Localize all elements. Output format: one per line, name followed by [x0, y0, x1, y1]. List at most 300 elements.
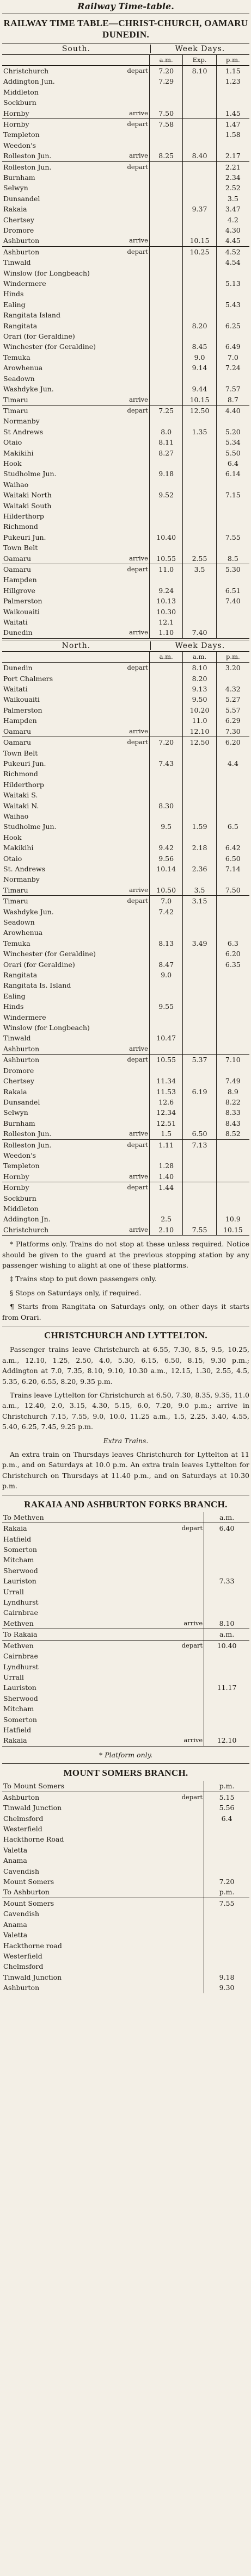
- time-cell: 8.0: [150, 427, 183, 437]
- timetable-row: [2, 437, 249, 447]
- north-rows: [2, 663, 249, 1236]
- time-cell: [204, 1941, 249, 1951]
- time-cell: [183, 1118, 216, 1128]
- timetable-row: [2, 896, 249, 907]
- time-cell: [150, 278, 183, 289]
- time-cell: [150, 300, 183, 310]
- time-cell: 7.24: [225, 364, 241, 372]
- station-name: Rolleston Jun.: [3, 1140, 52, 1149]
- time-cell: 2.34: [225, 173, 241, 182]
- timetable-row: [2, 542, 249, 553]
- mount-somers-down-rows: [2, 1898, 249, 1993]
- time-cell: 6.25: [225, 321, 241, 330]
- timetable-row: [2, 331, 249, 341]
- station-name: Port Chalmers: [3, 674, 53, 683]
- timetable-row: [2, 469, 249, 479]
- timetable-row: [2, 427, 249, 437]
- timetable-row: [2, 1128, 249, 1139]
- time-cell: [150, 779, 183, 790]
- timetable-row: [2, 832, 249, 843]
- timetable-row: [2, 715, 249, 726]
- time-cell: 6.50: [225, 854, 241, 863]
- time-cell: 6.4: [221, 1814, 232, 1823]
- time-cell: [183, 779, 216, 790]
- timetable-row: [2, 1544, 249, 1555]
- station-name: Sherwood: [3, 1694, 38, 1702]
- time-cell: 6.35: [225, 960, 241, 969]
- station-name: Rakaia: [3, 1736, 27, 1745]
- time-cell: [183, 1001, 216, 1012]
- station-name: Rangitata Island: [3, 311, 60, 320]
- station-name: Palmerston: [3, 597, 42, 606]
- direction-label: depart: [127, 247, 148, 255]
- time-cell: 8.52: [216, 1128, 249, 1139]
- time-cell: 4.32: [225, 685, 241, 694]
- direction-label: depart: [181, 1641, 203, 1649]
- station-name: Dunsandel: [3, 1097, 40, 1106]
- time-cell: [183, 1065, 216, 1076]
- time-cell: 5.34: [225, 438, 241, 447]
- time-cell: 1.59: [183, 821, 216, 832]
- time-cell: [183, 257, 216, 267]
- time-cell: 5.20: [225, 427, 241, 436]
- time-cell: 5.37: [183, 1055, 216, 1065]
- time-cell: [204, 1725, 249, 1735]
- timetable-row: [2, 1107, 249, 1118]
- direction-label: arrive: [129, 1225, 148, 1233]
- time-cell: [216, 87, 249, 97]
- time-cell: 7.50: [150, 108, 183, 119]
- extra-trains-title: Extra Trains.: [103, 1436, 149, 1445]
- time-cell: 7.49: [225, 1077, 241, 1086]
- am-label: a.m.: [150, 652, 183, 663]
- time-cell: [150, 215, 183, 225]
- station-name: Pukeuri Jun.: [3, 759, 46, 768]
- timetable-row: [2, 151, 249, 161]
- station-name: Urrall: [3, 1587, 24, 1596]
- station-name: Lyndhurst: [3, 1598, 39, 1607]
- timetable-row: [2, 1118, 249, 1128]
- timetable-row: [2, 607, 249, 617]
- time-cell: 4.52: [225, 247, 241, 256]
- time-cell: [216, 331, 249, 341]
- divider: [2, 1763, 249, 1764]
- time-cell: [183, 161, 216, 172]
- platform-note: * Platform only.: [99, 1750, 152, 1759]
- time-cell: [150, 194, 183, 204]
- direction-label: depart: [127, 406, 148, 414]
- timetable-row: [2, 1171, 249, 1182]
- time-cell: [204, 1607, 249, 1618]
- station-name: Town Belt: [3, 544, 38, 552]
- station-name: Hilderthorp: [3, 512, 44, 520]
- station-name: Mitcham: [3, 1705, 34, 1713]
- timetable-row: [2, 1725, 249, 1735]
- timetable-row: [2, 321, 249, 331]
- timetable-row: [2, 1714, 249, 1725]
- timetable-row: [2, 310, 249, 320]
- time-cell: 7.29: [150, 76, 183, 86]
- time-cell: [204, 1845, 249, 1855]
- timetable-row: [2, 627, 249, 638]
- time-cell: [216, 769, 249, 779]
- station-name: Rolleston Jun.: [3, 1130, 52, 1138]
- timetable-row: [2, 1834, 249, 1844]
- time-cell: [150, 1065, 183, 1076]
- time-cell: 12.6: [150, 1097, 183, 1107]
- station-name: Arowhenua: [3, 364, 43, 372]
- time-cell: [216, 1033, 249, 1043]
- time-cell: [150, 458, 183, 469]
- time-cell: [183, 437, 216, 447]
- time-cell: 1.58: [225, 130, 241, 139]
- time-cell: 8.43: [225, 1119, 241, 1127]
- time-cell: 10.40: [150, 532, 183, 542]
- time-cell: [150, 363, 183, 373]
- timetable-row: [2, 289, 249, 299]
- time-cell: [204, 1534, 249, 1544]
- time-cell: [150, 663, 183, 673]
- station-name: Weedon's: [3, 1151, 36, 1159]
- timetable-row: [2, 341, 249, 352]
- station-name: Hilderthorp: [3, 780, 44, 789]
- time-cell: [216, 1012, 249, 1022]
- time-cell: 1.44: [150, 1182, 183, 1193]
- timetable-row: [2, 363, 249, 373]
- station-name: Winslow (for Longbeach): [3, 269, 90, 277]
- time-cell: 3.5: [183, 885, 216, 896]
- station-name: Somerton: [3, 1715, 37, 1724]
- time-cell: 8.13: [150, 938, 183, 949]
- direction-label: arrive: [129, 554, 148, 562]
- timetable-row: [2, 1930, 249, 1940]
- timetable-row: [2, 448, 249, 458]
- time-cell: [183, 607, 216, 617]
- time-cell: [183, 1214, 216, 1224]
- time-cell: [150, 694, 183, 704]
- time-cell: [183, 469, 216, 479]
- time-cell: 2.52: [225, 184, 241, 192]
- station-name: Washdyke Jun.: [3, 385, 54, 394]
- time-cell: [183, 917, 216, 927]
- timetable-row: [2, 991, 249, 1001]
- station-name: Hinds: [3, 1002, 24, 1011]
- time-cell: [216, 832, 249, 843]
- time-cell: [216, 673, 249, 684]
- station-name: Dunsandel: [3, 194, 40, 203]
- time-cell: 10.40: [217, 1641, 237, 1650]
- direction-label: depart: [127, 163, 148, 171]
- timetable-row: [2, 1033, 249, 1043]
- rakaia-down-rows: [2, 1640, 249, 1746]
- time-cell: 6.4: [227, 459, 238, 467]
- station-name: Chertsey: [3, 1077, 34, 1086]
- station-name: Seadown: [3, 374, 35, 383]
- time-cell: 7.0: [150, 896, 183, 907]
- time-cell: [150, 352, 183, 363]
- time-cell: [216, 970, 249, 980]
- direction-label: arrive: [183, 1619, 203, 1627]
- time-cell: [183, 300, 216, 310]
- station-name: Town Belt: [3, 749, 38, 757]
- timetable-row: [2, 204, 249, 214]
- time-cell: [216, 97, 249, 108]
- time-cell: 12.34: [150, 1107, 183, 1118]
- station-name: Sockburn: [3, 1194, 36, 1202]
- time-cell: [216, 617, 249, 627]
- station-name: Ashburton: [3, 1984, 40, 1992]
- time-cell: [183, 959, 216, 970]
- timetable-row: [2, 758, 249, 769]
- time-cell: 7.55: [225, 533, 241, 541]
- time-cell: [183, 183, 216, 193]
- time-cell: 6.19: [183, 1087, 216, 1097]
- time-cell: [183, 331, 216, 341]
- time-cell: [150, 235, 183, 246]
- time-cell: 9.44: [183, 384, 216, 394]
- station-name: Timaru: [3, 885, 28, 894]
- timetable-row: [2, 1534, 249, 1544]
- to-rakaia-header: To Rakaia a.m.: [2, 1629, 249, 1640]
- time-cell: 2.36: [183, 864, 216, 874]
- station-name: Ashburton: [3, 1044, 40, 1053]
- station-name: Hampden: [3, 576, 37, 584]
- time-cell: 8.20: [183, 673, 216, 684]
- time-cell: [183, 542, 216, 553]
- station-name: Hornby: [3, 1183, 29, 1192]
- time-cell: [204, 1597, 249, 1607]
- time-cell: [150, 1203, 183, 1214]
- time-cell: 9.52: [150, 490, 183, 500]
- station-name: Waikouaiti: [3, 695, 40, 704]
- time-cell: [183, 617, 216, 627]
- time-cell: 12.10: [183, 726, 216, 737]
- direction-label: arrive: [129, 1044, 148, 1052]
- station-name: Addington Jn.: [3, 1215, 51, 1224]
- time-cell: [183, 76, 216, 86]
- time-cell: [183, 278, 216, 289]
- timetable-row: [2, 811, 249, 821]
- time-cell: 8.20: [183, 321, 216, 331]
- time-cell: 9.0: [183, 352, 216, 363]
- time-cell: 10.14: [150, 864, 183, 874]
- time-cell: 4.54: [225, 258, 241, 267]
- time-cell: 11.17: [217, 1683, 237, 1692]
- timetable-row: [2, 885, 249, 896]
- timetable-row: [2, 1012, 249, 1022]
- direction-label: depart: [127, 738, 148, 746]
- lyttelton-para-3: An extra train on Thursdays leaves Christchurch for Lyttelton at 11 p.m., and on Saturdays at 10.0 p.m. An extra train leaves Lyttelton for Christchurch on Thursdays at 11.40 p.m., and on Saturdays at 10.30 p.m.: [2, 1450, 249, 1490]
- time-cell: [150, 1150, 183, 1161]
- direction-label: arrive: [129, 628, 148, 637]
- station-name: Rolleston Jun.: [3, 163, 52, 171]
- timetable-row: [2, 405, 249, 416]
- station-name: Ealing: [3, 300, 26, 309]
- mount-somers-title: MOUNT SOMERS BRANCH.: [63, 1768, 188, 1779]
- time-cell: [204, 1855, 249, 1866]
- station-name: Makikihi: [3, 448, 34, 457]
- timetable-row: [2, 490, 249, 500]
- time-cell: [150, 542, 183, 553]
- time-cell: [183, 832, 216, 843]
- time-cell: [216, 801, 249, 811]
- timetable-row: [2, 1941, 249, 1951]
- station-name: Chelmsford: [3, 1814, 44, 1823]
- direction-label: arrive: [129, 109, 148, 117]
- time-cell: 6.3: [227, 939, 238, 947]
- timetable-row: [2, 300, 249, 310]
- timetable-row: [2, 246, 249, 257]
- time-cell: 8.10: [183, 663, 216, 673]
- timetable-row: [2, 1898, 249, 1908]
- timetable-row: [2, 1193, 249, 1203]
- time-cell: 8.30: [150, 801, 183, 811]
- time-cell: 3.47: [225, 205, 241, 214]
- station-name: Lyndhurst: [3, 1662, 39, 1671]
- time-cell: 11.34: [150, 1076, 183, 1086]
- time-cell: [150, 748, 183, 758]
- timetable-row: [2, 161, 249, 172]
- station-name: Selwyn: [3, 1108, 28, 1117]
- timetable-row: [2, 416, 249, 426]
- time-cell: [150, 501, 183, 511]
- time-cell: [216, 1193, 249, 1203]
- station-name: Studholme Jun.: [3, 470, 57, 478]
- station-name: Hatfield: [3, 1725, 32, 1734]
- time-cell: [150, 705, 183, 715]
- timetable-row: [2, 1576, 249, 1586]
- time-cell: [150, 395, 183, 406]
- time-cell: [150, 204, 183, 214]
- time-cell: [216, 511, 249, 521]
- station-name: Normanby: [3, 875, 40, 884]
- time-cell: [150, 129, 183, 140]
- time-cell: 5.15: [219, 1793, 235, 1801]
- timetable-row: [2, 705, 249, 715]
- time-cell: 2.10: [150, 1225, 183, 1236]
- station-name: Oamaru: [3, 738, 32, 747]
- direction-label: depart: [127, 565, 148, 573]
- time-cell: 9.50: [183, 694, 216, 704]
- time-cell: 6.50: [183, 1128, 216, 1139]
- timetable-row: [2, 1972, 249, 1982]
- time-cell: 3.15: [183, 896, 216, 907]
- timetable-row: [2, 1982, 249, 1993]
- station-name: St Andrews: [3, 427, 44, 436]
- rakaia-up-rows: [2, 1523, 249, 1629]
- time-cell: 8.25: [150, 151, 183, 161]
- station-name: Dunedin: [3, 664, 33, 672]
- direction-label: depart: [127, 120, 148, 128]
- time-cell: [204, 1919, 249, 1930]
- timetable-row: [2, 384, 249, 394]
- station-name: Sockburn: [3, 98, 36, 107]
- time-cell: 1.11: [150, 1139, 183, 1150]
- station-name: Westerfield: [3, 1951, 42, 1960]
- direction-label: depart: [181, 1524, 203, 1532]
- timetable-row: [2, 1001, 249, 1012]
- time-cell: [216, 373, 249, 384]
- station-name: Richmond: [3, 522, 38, 531]
- time-cell: [183, 801, 216, 811]
- station-name: Waitati: [3, 685, 28, 694]
- time-cell: [150, 684, 183, 694]
- time-cell: 1.5: [150, 1128, 183, 1139]
- time-cell: [183, 1022, 216, 1033]
- time-cell: 9.30: [219, 1984, 235, 1992]
- station-name: Temuka: [3, 939, 30, 947]
- timetable-row: [2, 97, 249, 108]
- time-cell: [183, 215, 216, 225]
- south-heading: South.: [2, 45, 151, 53]
- time-cell: 9.14: [183, 363, 216, 373]
- time-cell: [216, 980, 249, 990]
- time-cell: [150, 1044, 183, 1055]
- time-cell: 6.40: [219, 1524, 235, 1533]
- timetable-row: [2, 1845, 249, 1855]
- time-cell: 9.37: [183, 204, 216, 214]
- station-name: Waitaki S.: [3, 791, 38, 800]
- time-cell: [183, 416, 216, 426]
- station-name: Windermere: [3, 1013, 46, 1021]
- station-name: Rolleston Jun.: [3, 152, 52, 160]
- time-cell: [150, 161, 183, 172]
- time-cell: [204, 1672, 249, 1682]
- time-cell: [183, 289, 216, 299]
- station-name: Waihao: [3, 480, 29, 489]
- station-name: Rangitata Is. Island: [3, 981, 71, 990]
- time-cell: 8.10: [183, 65, 216, 76]
- time-cell: [150, 521, 183, 532]
- time-cell: [183, 97, 216, 108]
- timetable-row: [2, 1087, 249, 1097]
- time-cell: 10.15: [183, 235, 216, 246]
- timetable-row: [2, 278, 249, 289]
- timetable-row: [2, 1587, 249, 1597]
- timetable-row: [2, 1961, 249, 1972]
- time-cell: 2.21: [225, 163, 241, 171]
- note-rangitata: ¶ Starts from Rangitata on Saturdays only, on other days it starts from Orari.: [2, 1302, 249, 1321]
- time-cell: 8.47: [150, 959, 183, 970]
- time-cell: [216, 748, 249, 758]
- station-name: Waitaki South: [3, 501, 52, 510]
- station-name: Christchurch: [3, 66, 49, 75]
- time-cell: [183, 448, 216, 458]
- time-cell: [216, 1139, 249, 1150]
- station-name: Westerfield: [3, 1825, 42, 1833]
- lyttelton-para-2: Trains leave Lyttelton for Christchurch at 6.50, 7.30, 8.35, 9.35, 11.0 a.m., 12.40, 2.0, 3.15, 4.30, 5.15, 6.0, 7.20, 9.0 p.m.; arrive in Christchurch 7.15, 7.55, 9.0, 10.0, 11.25 a.m., 1.5, 2.25, 3.40, 4.55, 5.40, 6.25, 7.45, 9.25 p.m.: [2, 1390, 249, 1431]
- timetable-row: [2, 1214, 249, 1224]
- station-name: Hornby: [3, 120, 29, 128]
- time-cell: [183, 1107, 216, 1118]
- time-cell: [150, 991, 183, 1001]
- station-name: Palmerston: [3, 706, 42, 714]
- station-name: Hillgrove: [3, 586, 35, 595]
- time-cell: 7.13: [183, 1139, 216, 1150]
- time-cell: [183, 373, 216, 384]
- time-cell: 7.20: [150, 65, 183, 76]
- time-cell: [150, 310, 183, 320]
- station-name: Oamaru: [3, 565, 32, 573]
- time-cell: 6.20: [225, 738, 241, 747]
- timetable-row: [2, 1055, 249, 1065]
- timetable-row: [2, 65, 249, 76]
- time-cell: [204, 1693, 249, 1704]
- time-cell: 10.25: [183, 246, 216, 257]
- pm-label: p.m.: [216, 55, 249, 66]
- station-name: Orari (for Geraldine): [3, 960, 75, 969]
- time-cell: 10.20: [183, 705, 216, 715]
